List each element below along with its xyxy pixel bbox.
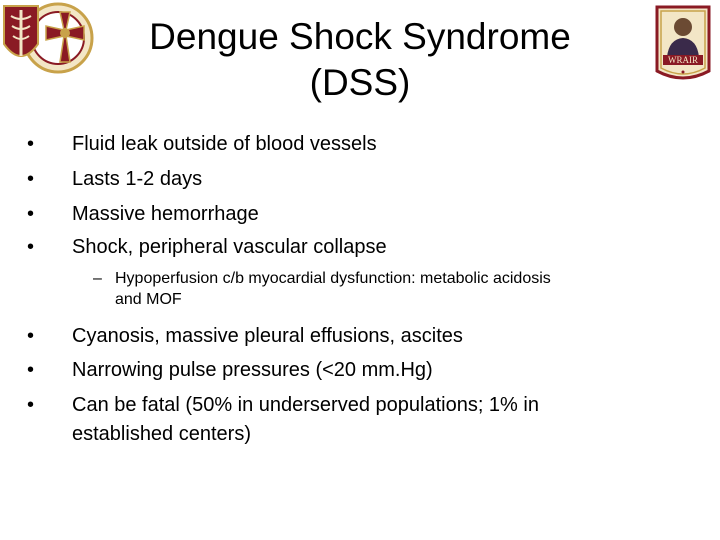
list-item-text: Cyanosis, massive pleural effusions, ascites xyxy=(72,325,463,347)
list-item-text: Narrowing pulse pressures (<20 mm.Hg) xyxy=(72,359,433,381)
bullet-icon: • xyxy=(27,325,35,347)
bullet-icon: • xyxy=(27,236,35,258)
list-item-text-line-2: established centers) xyxy=(72,423,251,445)
portrait-icon xyxy=(674,18,692,36)
bullet-icon: • xyxy=(27,203,35,225)
bullet-icon: • xyxy=(27,359,35,381)
list-item-text: Fluid leak outside of blood vessels xyxy=(72,133,377,155)
dash-icon: – xyxy=(93,270,102,287)
slide-title xyxy=(90,14,630,106)
list-item-text: Lasts 1-2 days xyxy=(72,168,203,190)
wrair-logo-text: WRAIR xyxy=(668,55,698,65)
bullet-icon: • xyxy=(27,394,35,416)
title-line-2: (DSS) xyxy=(309,62,411,103)
list-item-text: Massive hemorrhage xyxy=(72,203,259,225)
sub-item-line-2: and MOF xyxy=(115,291,182,308)
bullet-icon: • xyxy=(27,133,35,155)
wrair-logo xyxy=(655,5,711,85)
bullet-icon: • xyxy=(27,168,35,190)
sub-item-line-1: Hypoperfusion c/b myocardial dysfunction: metabolic acidosis xyxy=(115,270,551,287)
list-item-text-line-1: Can be fatal (50% in underserved populations; 1% in xyxy=(72,394,539,416)
title-line-1: Dengue Shock Syndrome xyxy=(149,16,571,57)
army-medical-logo xyxy=(0,0,100,75)
list-item-text: Shock, peripheral vascular collapse xyxy=(72,236,387,258)
